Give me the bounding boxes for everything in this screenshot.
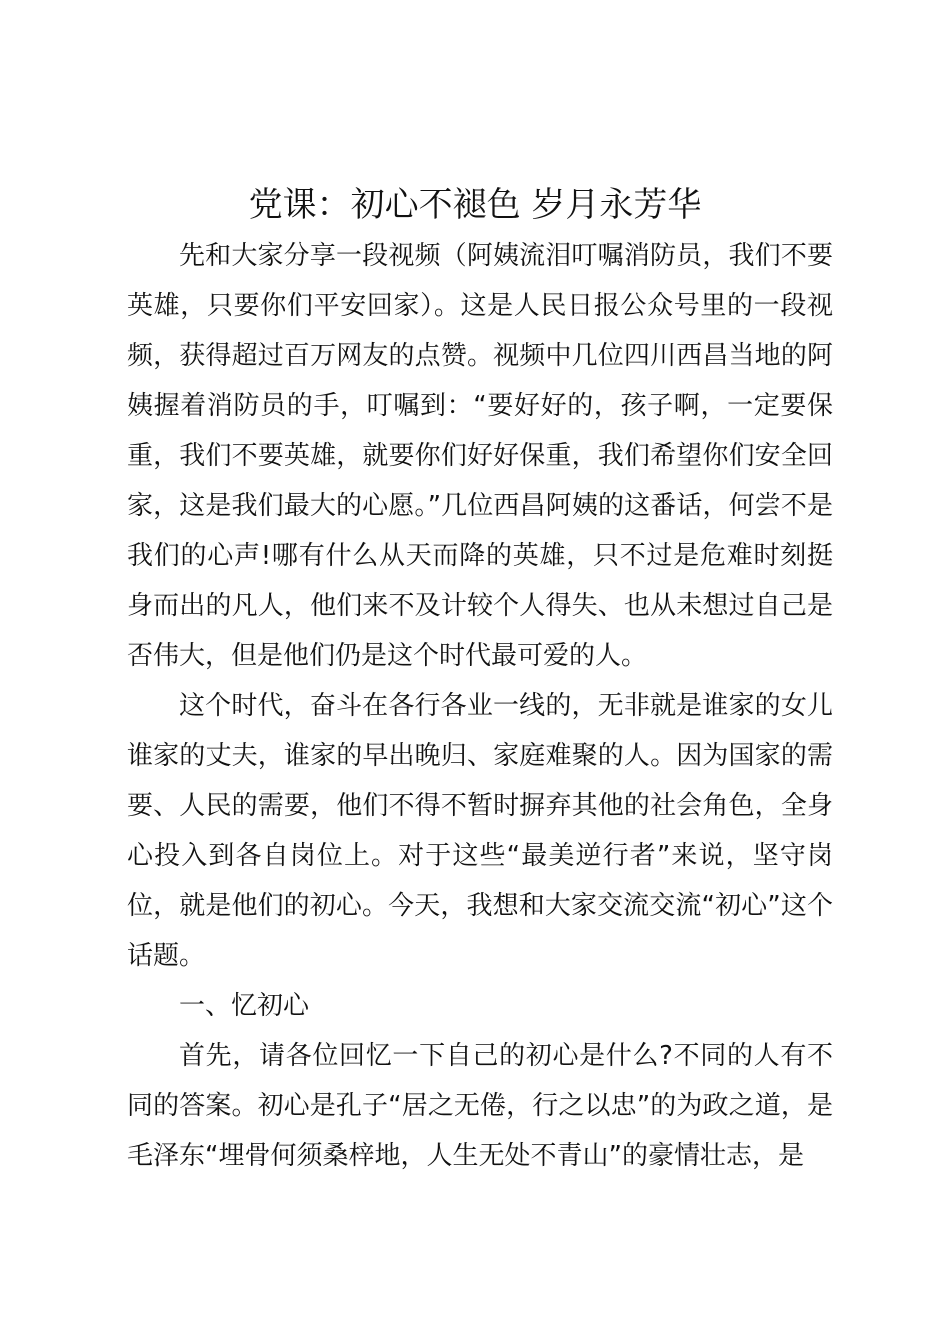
paragraph-intro: 先和大家分享一段视频（阿姨流泪叮嘱消防员，我们不要英雄，只要你们平安回家）。这是人民日报公众号里的一段视频，获得超过百万网友的点赞。视频中几位四川西昌当地的阿姨握着消防员的手，叮嘱到：“要好好的，孩子啊，一定要保重，我们不要英雄，就要你们好好保重，我们希望你们安全回家，这是我们最大的心愿。”几位西昌阿姨的这番话，何尝不是我们的心声!哪有什么从天而降的英雄，只不过是危难时刻挺身而出的凡人，他们来不及计较个人得失、也从未想过自己是否伟大，但是他们仍是这个时代最可爱的人。: [127, 241, 833, 671]
document-body: [127, 231, 833, 1181]
paragraph-recall: 首先，请各位回忆一下自己的初心是什么?不同的人有不同的答案。初心是孔子“居之无倦，行之以忠”的为政之道，是毛泽东“埋骨何须桑梓地，人生无处不青山”的豪情壮志，是: [127, 1041, 833, 1171]
paragraph-era: 这个时代，奋斗在各行各业一线的，无非就是谁家的女儿谁家的丈夫，谁家的早出晚归、家庭难聚的人。因为国家的需要、人民的需要，他们不得不暂时摒弃其他的社会角色，全身心投入到各自岗位上。对于这些“最美逆行者”来说，坚守岗位，就是他们的初心。今天，我想和大家交流交流“初心”这个话题。: [127, 691, 833, 971]
document-title: 党课：初心不褪色 岁月永芳华: [248, 185, 702, 225]
section-heading: 一、忆初心: [179, 991, 310, 1021]
